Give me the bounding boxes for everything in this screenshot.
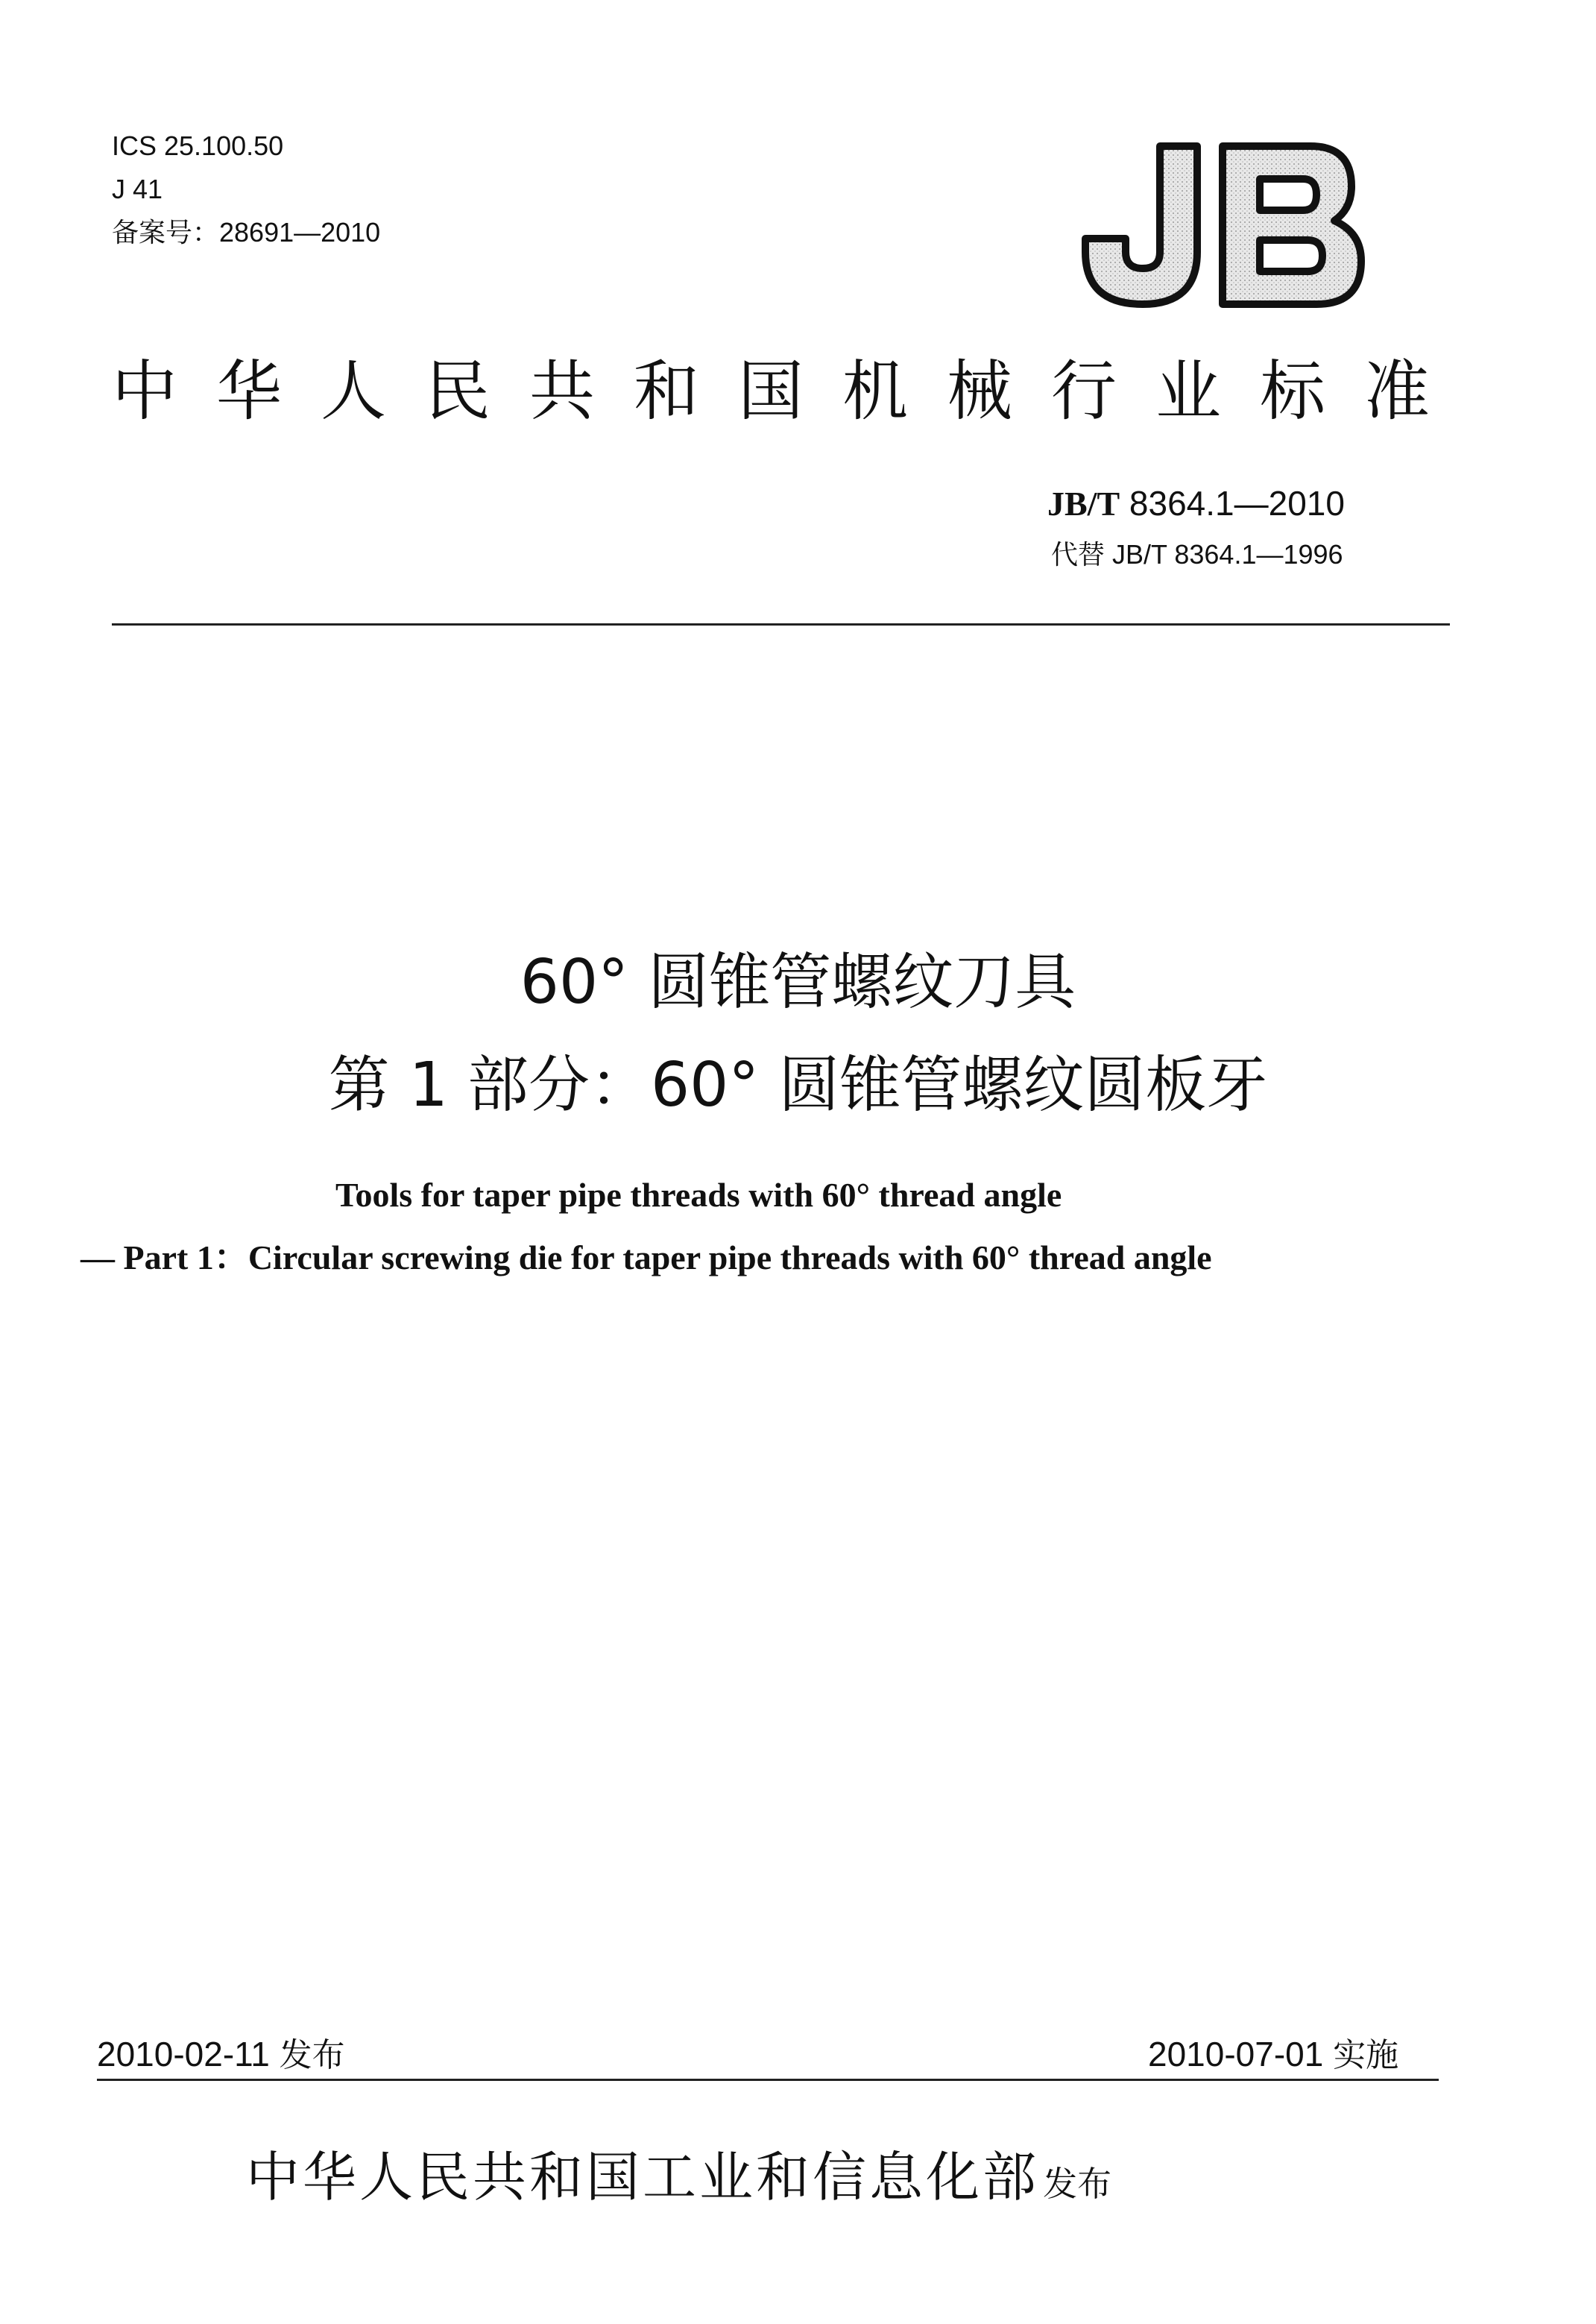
jb-logo xyxy=(1064,140,1378,312)
standard-prefix: JB/T xyxy=(1047,485,1120,523)
effective-date-label: 实施 xyxy=(1333,2036,1399,2074)
replaces-standard: 代替 JB/T 8364.1—1996 xyxy=(1051,539,1343,570)
title-en-line1: Tools for taper pipe threads with 60° thread angle xyxy=(335,1176,1062,1214)
effective-date-value: 2010-07-01 xyxy=(1148,2035,1324,2073)
footer-divider xyxy=(97,2079,1439,2081)
record-number: 备案号：28691—2010 xyxy=(112,217,381,248)
ics-code: ICS 25.100.50 xyxy=(112,130,284,161)
standard-number xyxy=(1047,483,1345,523)
issue-date-label: 发布 xyxy=(279,2036,345,2074)
industry-standard-title: 中华人民共和国机械行业标准 xyxy=(112,353,1469,429)
standard-code: 8364.1—2010 xyxy=(1120,484,1345,523)
issue-date xyxy=(97,2028,345,2076)
title-en-line2: — Part 1：Circular screwing die for taper pipe threads with 60° thread angle xyxy=(81,1238,1212,1276)
classification-code: J 41 xyxy=(112,174,163,204)
header-divider xyxy=(112,623,1450,626)
publisher xyxy=(246,2134,1111,2211)
publisher-name: 中华人民共和国工业和信息化部 xyxy=(246,2146,1040,2208)
publisher-suffix: 发布 xyxy=(1043,2164,1112,2204)
title-cn-line1: 60° 圆锥管螺纹刀具 xyxy=(520,947,1076,1018)
issue-date-value: 2010-02-11 xyxy=(97,2035,270,2073)
effective-date xyxy=(1148,2028,1398,2076)
title-cn-line2: 第 1 部分：60° 圆锥管螺纹圆板牙 xyxy=(328,1050,1268,1121)
